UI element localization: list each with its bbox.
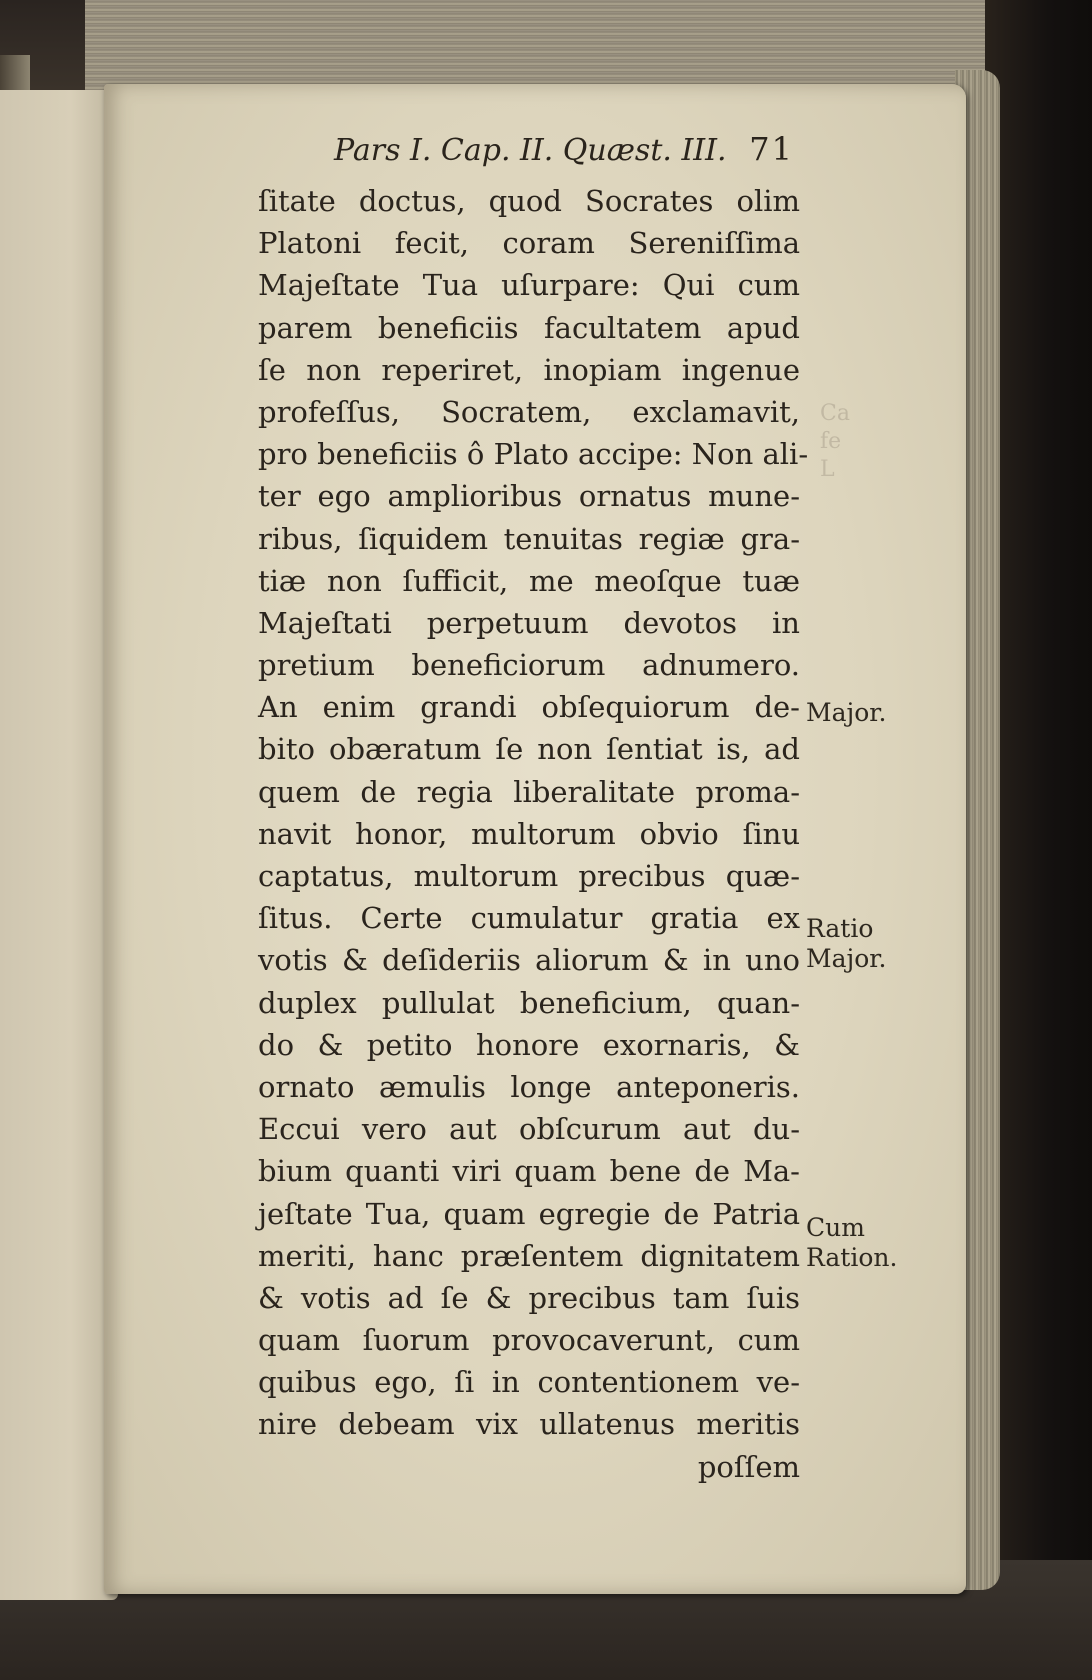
text-line: bium quanti viri quam bene de Ma- xyxy=(258,1154,800,1189)
text-line: Majeſtate Tua uſurpare: Qui cum xyxy=(258,268,800,303)
text-line: ſitus. Certe cumulatur gratia ex xyxy=(258,901,800,936)
text-line: quam ſuorum provocaverunt, cum xyxy=(258,1323,800,1358)
text-line: An enim grandi obſequiorum de- xyxy=(258,690,800,725)
text-line: tiæ non ſufficit, me meoſque tuæ xyxy=(258,563,800,598)
text-line: Eccui vero aut obſcurum aut du- xyxy=(258,1112,800,1147)
text-line: pretium beneficiorum adnumero. xyxy=(258,648,800,683)
text-line: do & petito honore exornaris, & xyxy=(258,1027,800,1062)
text-line: meriti, hanc præſentem dignitatem xyxy=(258,1238,800,1273)
text-line: bito obæratum ſe non ſentiat is, ad xyxy=(258,732,800,767)
margin-note-major xyxy=(806,698,916,728)
text-line: & votis ad ſe & precibus tam ſuis xyxy=(258,1280,800,1315)
margin-note-line: Major. xyxy=(806,698,887,727)
margin-note-ratio-major xyxy=(806,914,916,974)
text-line: ribus, ſiquidem tenuitas regiæ gra- xyxy=(258,521,800,556)
body-text xyxy=(258,180,809,1488)
margin-note-line: Ratio xyxy=(806,914,874,943)
text-line: ornato æmulis longe anteponeris. xyxy=(258,1069,800,1104)
text-line: jeſtate Tua, quam egregie de Patria xyxy=(258,1196,800,1231)
margin-note-line: Ration. xyxy=(806,1243,898,1272)
text-line: ter ego amplioribus ornatus mune- xyxy=(258,479,800,514)
text-line: parem beneficiis facultatem apud xyxy=(258,310,800,345)
text-line: Majeſtati perpetuum devotos in xyxy=(258,605,800,640)
text-line: nire debeam vix ullatenus meritis xyxy=(258,1407,800,1442)
text-line: votis & deſideriis aliorum & in uno xyxy=(258,943,800,978)
text-line: quem de regia liberalitate proma- xyxy=(258,774,800,809)
running-head-title: Pars I. Cap. II. Quæst. III. xyxy=(334,133,727,168)
text-line: navit honor, multorum obvio ſinu xyxy=(258,816,800,851)
running-head xyxy=(334,130,794,180)
left-page xyxy=(0,90,118,1600)
margin-note-cum-ration xyxy=(806,1213,916,1273)
page-edges-top xyxy=(85,0,985,97)
show-through-text: Ca fe L xyxy=(820,401,850,482)
margin-note-line: Major. xyxy=(806,944,887,973)
page-number: 71 xyxy=(749,130,794,168)
text-line: ſe non reperiret, inopiam ingenue xyxy=(258,352,800,387)
text-line: duplex pullulat beneficium, quan- xyxy=(258,985,800,1020)
text-line: pro beneficiis ô Plato accipe: Non ali- xyxy=(258,437,809,472)
text-line: ſitate doctus, quod Socrates olim xyxy=(258,184,800,218)
text-line: Platoni fecit, coram Sereniſſima xyxy=(258,226,800,261)
margin-note-line: Cum xyxy=(806,1213,865,1242)
text-line: profeſſus, Socratem, exclamavit, xyxy=(258,394,800,429)
text-line: captatus, multorum precibus quæ- xyxy=(258,859,800,893)
text-line: quibus ego, ſi in contentionem ve- xyxy=(258,1365,800,1400)
catchword: poſſem xyxy=(697,1449,800,1484)
